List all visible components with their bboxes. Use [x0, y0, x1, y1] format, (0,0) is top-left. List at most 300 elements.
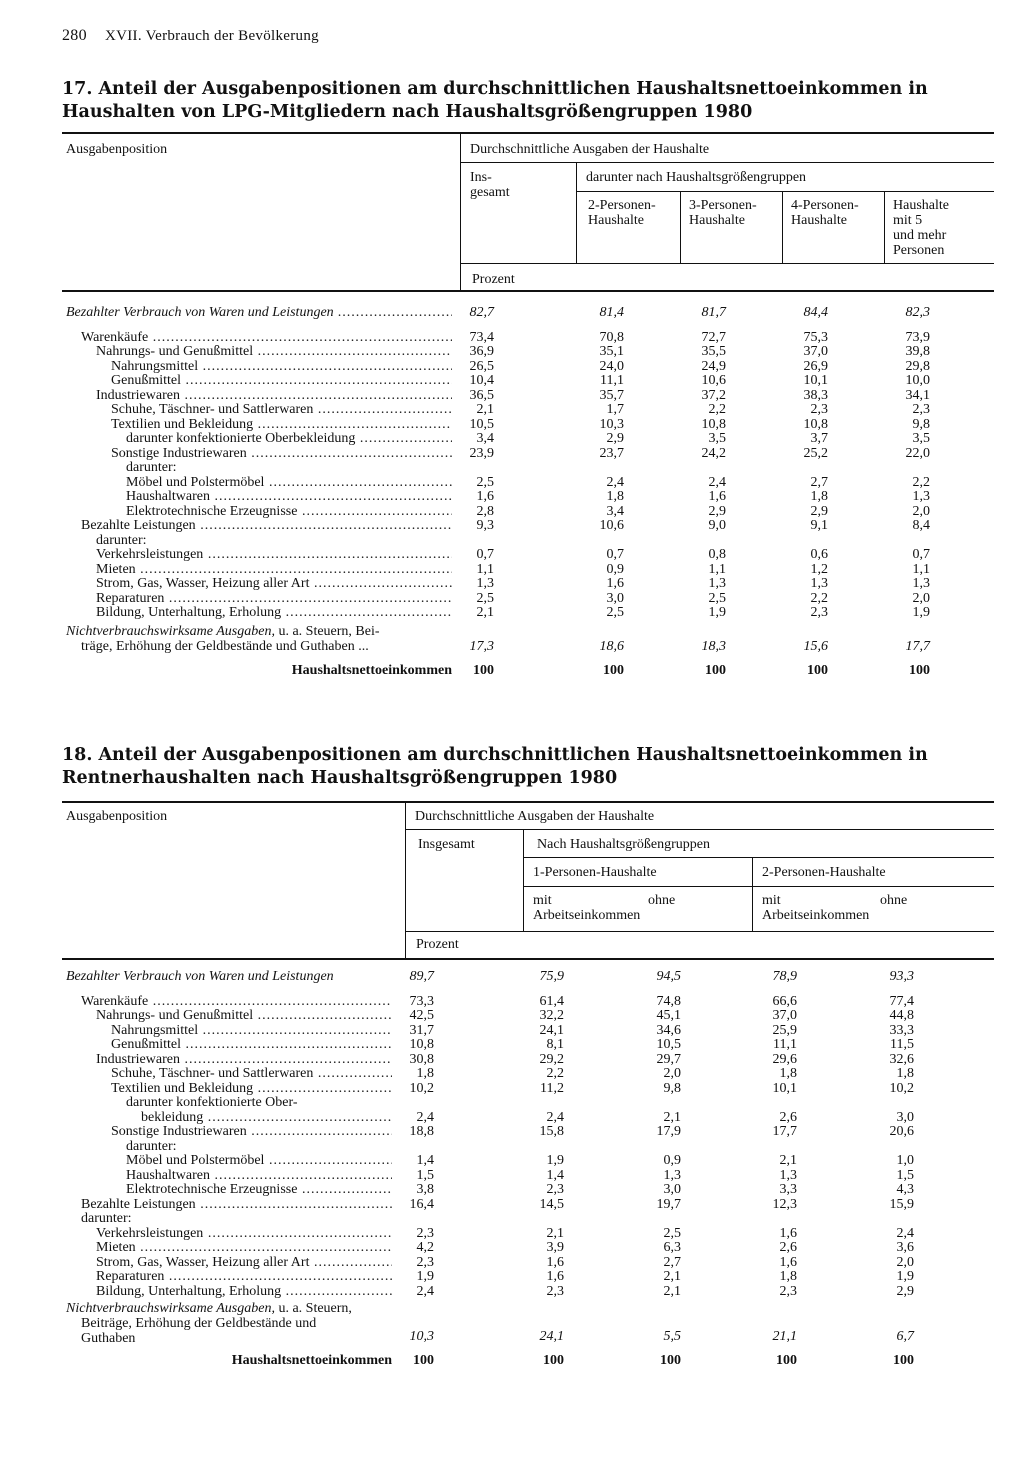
value-cell-col1: 26,5: [469, 358, 494, 374]
value-cell-col5: 3,5: [912, 431, 930, 446]
value-cell-col3: 94,5: [656, 969, 681, 984]
table17-vline-stub: [460, 134, 461, 290]
value-cell-col5: 1,0: [896, 1153, 914, 1168]
table-row: [0, 489, 1024, 504]
value-cell-col4: 11,1: [773, 1037, 797, 1052]
value-cell-col1: 10,4: [469, 373, 494, 388]
value-cell-col4: 26,9: [803, 358, 828, 374]
nonconsumption-rest: u. a. Steuern,: [274, 1301, 352, 1316]
table18-unit: Prozent: [416, 937, 459, 952]
value-cell-col2: 1,8: [606, 489, 624, 504]
row-label-cell: [96, 547, 452, 562]
table-row: [0, 373, 1024, 388]
row-label-cell: [126, 1139, 392, 1154]
value-cell-col3: 2,0: [663, 1066, 681, 1081]
value-cell-col1: 10,3: [409, 1329, 434, 1344]
value-cell-col5: 11,5: [890, 1037, 914, 1052]
row-label: Elektrotechnische Erzeugnisse .....: [126, 504, 452, 519]
value-cell-col3: 17,9: [656, 1124, 681, 1139]
table18-col-1-personen: 1-Personen-Haushalte: [533, 865, 657, 880]
row-label: darunter:: [81, 1211, 132, 1226]
table-row: [0, 562, 1024, 577]
value-cell-col5: 32,6: [889, 1051, 914, 1067]
value-cell-col2: 32,2: [539, 1008, 564, 1023]
table-row: [0, 1081, 1024, 1096]
value-cell-col3: 18,3: [701, 639, 726, 654]
value-cell-col2: 15,8: [539, 1124, 564, 1139]
value-cell-col4: 1,6: [779, 1254, 797, 1270]
value-cell-col1: 100: [413, 1353, 434, 1368]
row-label-cell: [111, 1023, 392, 1038]
value-cell-col4: 9,1: [810, 518, 828, 533]
row-label: darunter konfektionierte Oberbekleidung .....: [126, 431, 452, 446]
value-cell-col4: 25,2: [803, 445, 828, 461]
row-label-cell: [111, 402, 452, 417]
value-cell-col5: 1,3: [912, 576, 930, 591]
row-label: Mieten .....: [96, 562, 452, 577]
table17-number: 17.: [62, 79, 93, 99]
value-cell-col4: 37,0: [803, 344, 828, 359]
value-cell-col1: 82,7: [469, 305, 494, 320]
table18-rule-unit: [405, 931, 994, 932]
row-label-cell: [96, 1008, 392, 1023]
value-cell-col4: 17,7: [772, 1124, 797, 1139]
value-cell-col2: 2,1: [546, 1225, 564, 1241]
nonconsumption-title: Nichtverbrauchswirksame Ausgaben,: [66, 624, 275, 639]
nonconsumption-line2: träge, Erhöhung der Geldbestände und Guthaben ...: [81, 639, 369, 654]
table-row: [0, 1153, 1024, 1168]
table-row: [0, 518, 1024, 533]
value-cell-col1: 10,8: [409, 1037, 434, 1052]
row-label: Möbel und Polstermöbel .....: [126, 1153, 392, 1168]
row-label-cell: [81, 1197, 392, 1212]
value-cell-col3: 34,6: [656, 1022, 681, 1038]
value-cell-col1: 2,8: [476, 503, 494, 519]
value-cell-col5: 82,3: [905, 305, 930, 320]
value-cell-col1: 2,4: [416, 1109, 434, 1125]
value-cell-col5: 1,8: [896, 1066, 914, 1081]
nonconsumption-line1: [66, 1301, 392, 1316]
table-row: [0, 576, 1024, 591]
page-number: 280: [62, 27, 87, 44]
value-cell-col3: 10,5: [656, 1037, 681, 1052]
value-cell-col1: 1,3: [476, 576, 494, 591]
value-cell-col4: 10,1: [772, 1080, 797, 1096]
value-cell-col1: 73,3: [409, 993, 434, 1009]
value-cell-col3: 2,1: [663, 1269, 681, 1284]
value-cell-col5: 77,4: [889, 993, 914, 1009]
value-cell-col4: 84,4: [803, 305, 828, 320]
row-label-cell: [96, 1052, 392, 1067]
row-label-cell: [96, 576, 452, 591]
value-cell-col4: 2,3: [810, 605, 828, 620]
value-cell-col4: 2,1: [779, 1153, 797, 1168]
row-label: Bildung, Unterhaltung, Erholung .....: [96, 1284, 392, 1299]
value-cell-col1: 30,8: [409, 1051, 434, 1067]
value-cell-col1: 2,1: [476, 605, 494, 620]
value-cell-col3: 0,9: [663, 1153, 681, 1168]
table-row: [0, 1008, 1024, 1023]
table18-col-ausgabenposition: Ausgabenposition: [66, 809, 168, 824]
value-cell-col4: 2,6: [779, 1109, 797, 1125]
value-cell-col4: 3,7: [810, 431, 828, 446]
table17-col-5-personen: Haushalte mit 5 und mehr Personen: [893, 198, 949, 258]
value-cell-col5: 2,0: [912, 590, 930, 606]
value-cell-col1: 3,8: [416, 1182, 434, 1197]
table-row: [0, 533, 1024, 548]
value-cell-col5: 8,4: [912, 518, 930, 533]
row-label: Möbel und Polstermöbel .....: [126, 475, 452, 490]
value-cell-col2: 18,6: [599, 639, 624, 654]
row-label-cell: [96, 344, 452, 359]
value-cell-col4: 2,9: [810, 503, 828, 519]
value-cell-col1: 2,1: [476, 402, 494, 417]
value-cell-col1: 1,5: [416, 1167, 434, 1183]
value-cell-col2: 24,1: [539, 1329, 564, 1344]
value-cell-col5: 2,0: [896, 1254, 914, 1270]
nonconsumption-line1: [66, 624, 452, 639]
value-cell-col2: 100: [543, 1353, 564, 1368]
row-label-cell: [66, 305, 452, 320]
value-cell-col4: 100: [807, 663, 828, 678]
table-row: [0, 305, 1024, 320]
value-cell-col3: 2,1: [663, 1109, 681, 1125]
value-cell-col4: 1,3: [810, 576, 828, 591]
table18-col-2p-arbeitseinkommen: Arbeitseinkommen: [762, 908, 870, 923]
value-cell-col4: 1,3: [779, 1167, 797, 1183]
table-row: [0, 605, 1024, 620]
value-cell-col2: 61,4: [539, 993, 564, 1009]
value-cell-col5: 20,6: [889, 1124, 914, 1139]
row-label: Genußmittel .....: [111, 373, 452, 388]
value-cell-col2: 70,8: [599, 329, 624, 345]
table18-header-bottom-rule: [62, 958, 994, 960]
value-cell-col2: 0,7: [606, 547, 624, 562]
table-row: [0, 1168, 1024, 1183]
table-row: [0, 1037, 1024, 1052]
table18-col-1p-arbeitseinkommen: Arbeitseinkommen: [533, 908, 641, 923]
value-cell-col2: 2,3: [546, 1283, 564, 1299]
value-cell-col5: 93,3: [889, 969, 914, 984]
table-row: [0, 1052, 1024, 1067]
value-cell-col5: 100: [909, 663, 930, 678]
table-row: [0, 460, 1024, 475]
total-label: Haushaltsnettoeinkommen: [231, 1353, 392, 1368]
table-row: [0, 402, 1024, 417]
row-label: darunter:: [126, 1138, 177, 1154]
value-cell-col1: 2,5: [476, 590, 494, 606]
value-cell-col4: 29,6: [772, 1051, 797, 1067]
total-row: [0, 1353, 1024, 1368]
value-cell-col1: 73,4: [469, 329, 494, 345]
table-row: [0, 330, 1024, 345]
row-label-cell: [81, 994, 392, 1009]
value-cell-col5: 3,6: [896, 1240, 914, 1255]
row-label: Verkehrsleistungen .....: [96, 547, 452, 562]
total-row: [0, 663, 1024, 678]
value-cell-col3: 6,3: [663, 1240, 681, 1255]
value-cell-col2: 100: [603, 663, 624, 678]
table-row: [0, 1284, 1024, 1299]
section-title: XVII. Verbrauch der Bevölkerung: [104, 28, 319, 44]
row-label-cell: [96, 591, 452, 606]
value-cell-col4: 12,3: [772, 1196, 797, 1212]
table-row: [0, 475, 1024, 490]
row-label: Haushaltwaren .....: [126, 1168, 392, 1183]
value-cell-col5: 34,1: [905, 387, 930, 403]
table17-col-4-personen: 4-Personen- Haushalte: [791, 198, 859, 228]
table-row: [0, 388, 1024, 403]
table17-col-insgesamt: Ins- gesamt: [470, 170, 510, 200]
nonconsumption-values-row: [0, 1329, 1024, 1344]
table-row: [0, 1110, 1024, 1125]
value-cell-col3: 1,9: [708, 605, 726, 620]
row-label: Elektrotechnische Erzeugnisse .....: [126, 1182, 392, 1197]
value-cell-col3: 24,9: [701, 358, 726, 374]
value-cell-col2: 1,7: [606, 402, 624, 417]
row-label: Nahrungsmittel .....: [111, 359, 452, 374]
row-label-cell: [96, 533, 452, 548]
value-cell-col4: 75,3: [803, 329, 828, 345]
value-cell-col4: 2,3: [810, 402, 828, 417]
value-cell-col1: 4,2: [416, 1240, 434, 1255]
table18-vline-g2: [752, 858, 753, 931]
table18-col-2p-ohne: ohne: [880, 893, 908, 908]
row-label: Reparaturen .....: [96, 1269, 392, 1284]
value-cell-col3: 2,9: [708, 503, 726, 519]
table18-vline-stub: [405, 803, 406, 959]
row-label-cell: [126, 489, 452, 504]
value-cell-col2: 35,7: [599, 387, 624, 403]
table-row: [0, 1197, 1024, 1212]
table-row: [0, 1255, 1024, 1270]
value-cell-col4: 3,3: [779, 1182, 797, 1197]
row-label-cell: [126, 1095, 392, 1110]
row-label-cell: [126, 475, 452, 490]
value-cell-col2: 2,3: [546, 1182, 564, 1197]
value-cell-col1: 1,4: [416, 1153, 434, 1168]
value-cell-col4: 25,9: [772, 1022, 797, 1038]
row-label: bekleidung .....: [141, 1110, 392, 1125]
row-label: Textilien und Bekleidung .....: [111, 1081, 392, 1096]
row-label-cell: [141, 1110, 392, 1125]
row-label-cell: [81, 330, 452, 345]
row-label: darunter konfektionierte Ober-: [126, 1095, 298, 1110]
value-cell-col2: 11,1: [600, 373, 624, 388]
value-cell-col5: 73,9: [905, 329, 930, 345]
value-cell-col4: 1,8: [779, 1269, 797, 1284]
value-cell-col4: 1,8: [779, 1066, 797, 1081]
value-cell-col5: 6,7: [896, 1329, 914, 1344]
row-label: Warenkäufe .....: [81, 994, 392, 1009]
value-cell-col5: 2,0: [912, 503, 930, 519]
row-label: Bezahlter Verbrauch von Waren und Leistungen .....: [66, 305, 452, 320]
row-label-cell: [111, 1081, 392, 1096]
table-row: [0, 504, 1024, 519]
row-label: Strom, Gas, Wasser, Heizung aller Art .....: [96, 576, 452, 591]
value-cell-col3: 9,0: [708, 518, 726, 533]
value-cell-col4: 21,1: [772, 1329, 797, 1344]
value-cell-col2: 24,0: [599, 358, 624, 374]
value-cell-col1: 18,8: [409, 1124, 434, 1139]
row-label: Nahrungs- und Genußmittel .....: [96, 344, 452, 359]
value-cell-col1: 31,7: [409, 1022, 434, 1038]
value-cell-col4: 66,6: [772, 993, 797, 1009]
row-label-cell: [111, 373, 452, 388]
value-cell-col4: 2,7: [810, 474, 828, 490]
value-cell-col1: 3,4: [476, 431, 494, 446]
value-cell-col3: 100: [660, 1353, 681, 1368]
row-label-cell: [96, 605, 452, 620]
value-cell-col5: 9,8: [912, 416, 930, 432]
row-label: Nahrungs- und Genußmittel .....: [96, 1008, 392, 1023]
value-cell-col5: 17,7: [905, 639, 930, 654]
value-cell-col1: 1,8: [416, 1066, 434, 1081]
table-row: [0, 969, 1024, 984]
table-row: [0, 547, 1024, 562]
value-cell-col3: 3,0: [663, 1182, 681, 1197]
value-cell-col4: 2,6: [779, 1240, 797, 1255]
value-cell-col5: 10,2: [889, 1080, 914, 1096]
row-label-cell: [126, 460, 452, 475]
value-cell-col5: 22,0: [905, 445, 930, 461]
row-label-cell: [96, 1240, 392, 1255]
value-cell-col4: 37,0: [772, 1008, 797, 1023]
table18-col-1p-mit: mit: [533, 893, 552, 908]
value-cell-col2: 75,9: [539, 969, 564, 984]
value-cell-col2: 14,5: [539, 1196, 564, 1212]
table17-title: [62, 78, 994, 124]
row-label-cell: [126, 1153, 392, 1168]
table18-title: [62, 744, 994, 790]
row-label: Bezahlter Verbrauch von Waren und Leistungen: [66, 969, 334, 984]
value-cell-col3: 10,8: [701, 416, 726, 432]
table-row: [0, 1124, 1024, 1139]
value-cell-col5: 1,9: [912, 605, 930, 620]
table18-col-subgroup: Nach Haushaltsgrößengruppen: [537, 837, 711, 852]
value-cell-col3: 1,3: [663, 1167, 681, 1183]
table18-vline-ins: [523, 830, 524, 931]
value-cell-col4: 78,9: [772, 969, 797, 984]
table-row: [0, 1240, 1024, 1255]
row-label-cell: [111, 446, 452, 461]
table17-top-rule: [62, 132, 994, 134]
value-cell-col2: 2,2: [546, 1066, 564, 1081]
value-cell-col4: 38,3: [803, 387, 828, 403]
value-cell-col1: 23,9: [469, 445, 494, 461]
value-cell-col2: 2,4: [546, 1109, 564, 1125]
value-cell-col2: 3,4: [606, 503, 624, 519]
value-cell-col5: 2,3: [912, 402, 930, 417]
value-cell-col4: 1,6: [779, 1225, 797, 1241]
table17-unit: Prozent: [472, 272, 515, 287]
table-row: [0, 1182, 1024, 1197]
value-cell-col2: 10,6: [599, 518, 624, 533]
value-cell-col2: 81,4: [599, 305, 624, 320]
value-cell-col2: 29,2: [539, 1051, 564, 1067]
value-cell-col1: 16,4: [409, 1196, 434, 1212]
row-label-cell: [96, 562, 452, 577]
value-cell-col2: 8,1: [546, 1037, 564, 1052]
table18-number: 18.: [62, 745, 93, 765]
table17-col-ausgabenposition: Ausgabenposition: [66, 142, 168, 157]
value-cell-col5: 2,4: [896, 1225, 914, 1241]
value-cell-col5: 100: [893, 1353, 914, 1368]
value-cell-col1: 2,3: [416, 1254, 434, 1270]
table17-vline-c4: [782, 192, 783, 263]
value-cell-col5: 29,8: [905, 358, 930, 374]
row-label: Bildung, Unterhaltung, Erholung .....: [96, 605, 452, 620]
value-cell-col2: 10,3: [599, 416, 624, 432]
nonconsumption-rest: u. a. Steuern, Bei-: [274, 624, 380, 639]
row-label-cell: [96, 1226, 392, 1241]
row-label: Bezahlte Leistungen .....: [81, 518, 452, 533]
table17-col-3-personen: 3-Personen- Haushalte: [689, 198, 757, 228]
value-cell-col3: 2,2: [708, 402, 726, 417]
value-cell-col3: 29,7: [656, 1051, 681, 1067]
value-cell-col4: 2,3: [779, 1283, 797, 1299]
table17-col-group: Durchschnittliche Ausgaben der Haushalte: [470, 142, 710, 157]
value-cell-col3: 1,3: [708, 576, 726, 591]
row-label: Industriewaren .....: [96, 388, 452, 403]
table17-rule-unit: [460, 263, 994, 264]
value-cell-col3: 37,2: [701, 387, 726, 403]
value-cell-col4: 15,6: [803, 639, 828, 654]
table17-header-bottom-rule: [62, 290, 994, 292]
row-label-cell: [96, 1269, 392, 1284]
row-label: Mieten .....: [96, 1240, 392, 1255]
value-cell-col3: 72,7: [701, 329, 726, 345]
value-cell-col3: 1,1: [708, 561, 726, 577]
value-cell-col5: 44,8: [889, 1008, 914, 1023]
value-cell-col3: 2,1: [663, 1283, 681, 1299]
value-cell-col5: 15,9: [889, 1196, 914, 1212]
table-row: [0, 431, 1024, 446]
row-label-cell: [126, 504, 452, 519]
value-cell-col2: 1,6: [606, 576, 624, 591]
value-cell-col2: 1,6: [546, 1269, 564, 1284]
row-label-cell: [111, 1037, 392, 1052]
value-cell-col1: 1,1: [476, 561, 494, 577]
table18-col-1p-ohne: ohne: [648, 893, 676, 908]
row-label: Industriewaren .....: [96, 1052, 392, 1067]
table18-col-2p-mit: mit: [762, 893, 781, 908]
value-cell-col1: 10,5: [469, 416, 494, 432]
value-cell-col2: 1,4: [546, 1167, 564, 1183]
table18-col-2-personen: 2-Personen-Haushalte: [762, 865, 886, 880]
row-label: darunter:: [126, 460, 177, 475]
total-label: Haushaltsnettoeinkommen: [291, 663, 452, 678]
row-label-cell: [111, 1066, 392, 1081]
table17-rule-sub: [576, 191, 994, 192]
table17-vline-c5: [884, 192, 885, 263]
value-cell-col3: 19,7: [656, 1196, 681, 1212]
value-cell-col1: 9,3: [476, 518, 494, 533]
row-label-cell: [126, 431, 452, 446]
value-cell-col3: 45,1: [656, 1008, 681, 1023]
row-label: darunter:: [96, 532, 147, 548]
table-row: [0, 1269, 1024, 1284]
value-cell-col3: 10,6: [701, 373, 726, 388]
value-cell-col3: 100: [705, 663, 726, 678]
value-cell-col1: 10,2: [409, 1080, 434, 1096]
value-cell-col1: 100: [473, 663, 494, 678]
value-cell-col3: 2,5: [663, 1225, 681, 1241]
table-row: [0, 446, 1024, 461]
nonconsumption-line3: Guthaben: [81, 1331, 136, 1346]
value-cell-col3: 81,7: [701, 305, 726, 320]
value-cell-col5: 3,0: [896, 1109, 914, 1125]
